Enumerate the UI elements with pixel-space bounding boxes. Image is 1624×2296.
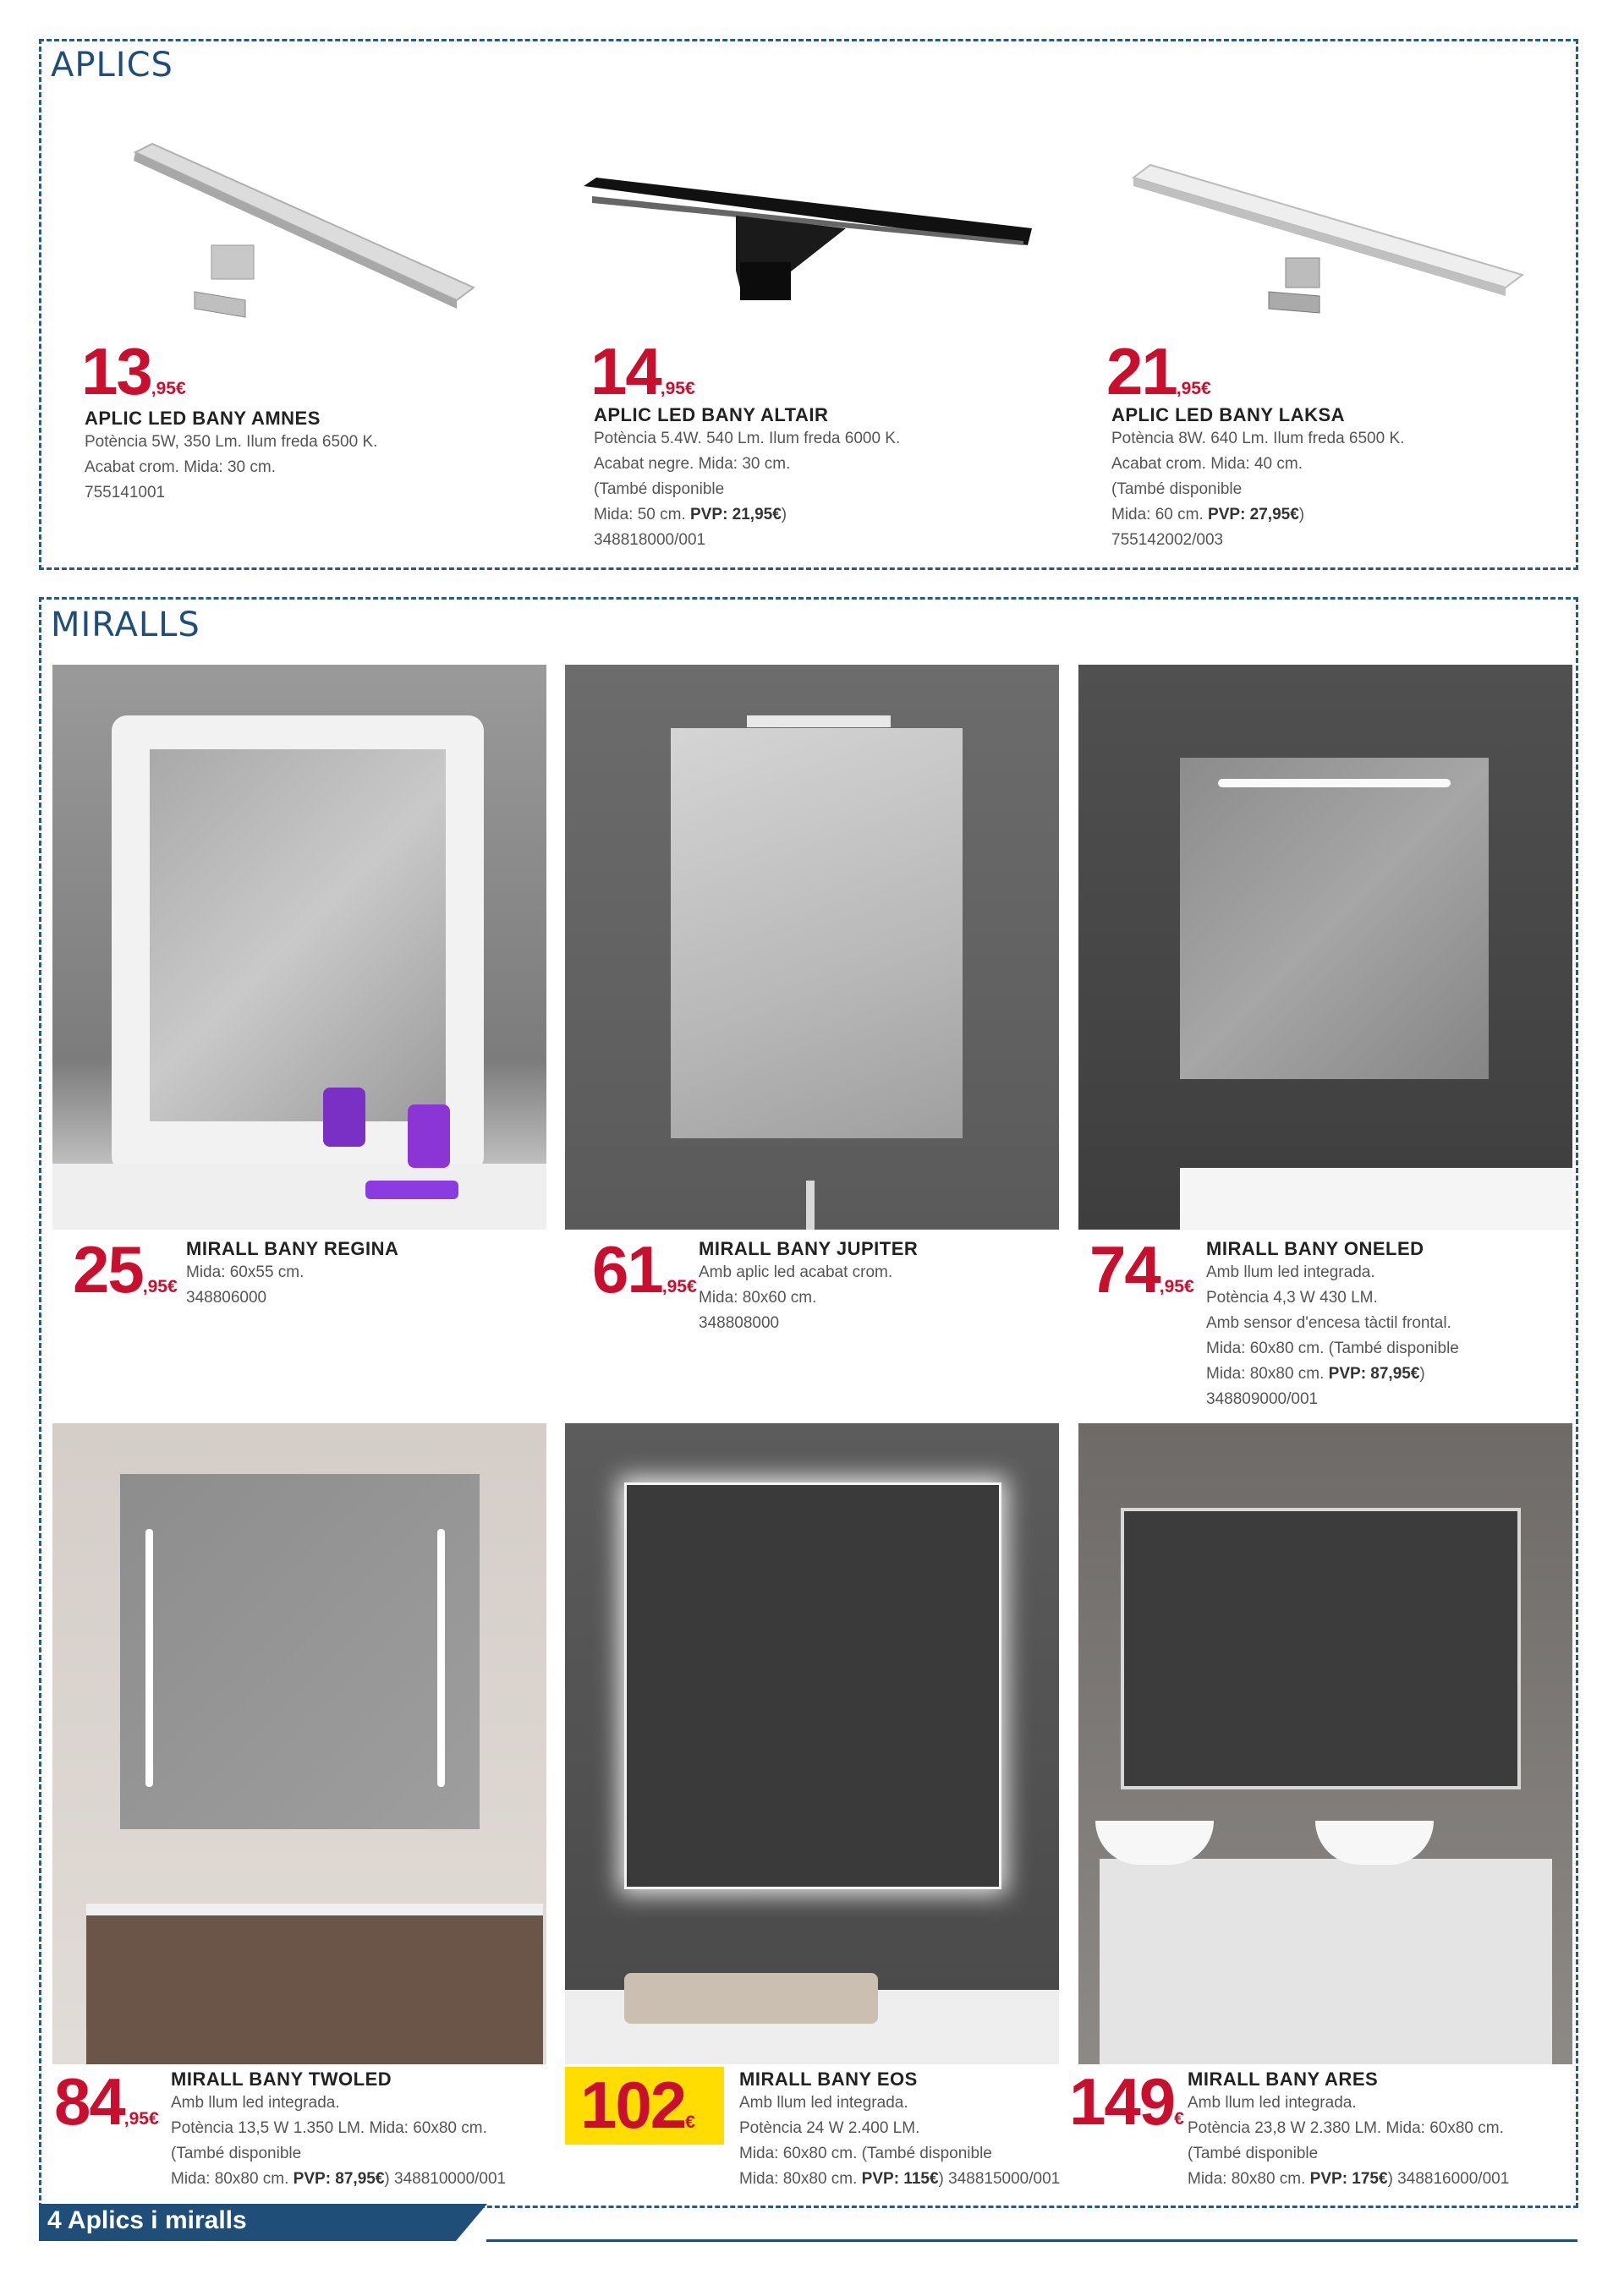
aplics-title: APLICS (51, 46, 173, 85)
mirall-eos-photo (565, 1423, 1059, 2064)
aplic-altair-desc-2: Acabat negre. Mida: 30 cm. (594, 455, 791, 473)
aplic-amnes-image (118, 135, 482, 330)
aplic-laksa-pvp: PVP: 27,95€ (1208, 506, 1299, 523)
aplic-amnes-info (85, 408, 524, 506)
aplic-altair-info (594, 404, 1067, 553)
mirall-ares-info (1188, 2069, 1577, 2192)
mirall-ares-price: 149€ (1069, 2064, 1184, 2139)
mirall-twoled-desc-2: Potència 13,5 W 1.350 LM. Mida: 60x80 cm. (171, 2119, 487, 2137)
mirall-regina-price: 25,95€ (73, 1232, 178, 1307)
mirall-ares-desc-2: Potència 23,8 W 2.380 LM. Mida: 60x80 cm. (1188, 2119, 1504, 2137)
footer-section-name: Aplics i miralls (67, 2206, 247, 2234)
aplic-altair-image (584, 178, 1040, 304)
footer-divider (486, 2239, 1577, 2242)
miralls-title: MIRALLS (51, 606, 200, 644)
mirall-jupiter-desc-2: Mida: 80x60 cm. (699, 1289, 817, 1307)
mirall-oneled-desc-3: Amb sensor d'encesa tàctil frontal. (1206, 1314, 1451, 1332)
mirall-twoled-price: 84,95€ (54, 2064, 159, 2139)
mirall-regina-desc-1: Mida: 60x55 cm. (186, 1263, 304, 1281)
mirall-jupiter-desc-1: Amb aplic led acabat crom. (699, 1263, 893, 1281)
mirall-eos-name: MIRALL BANY EOS (739, 2069, 918, 2090)
aplic-laksa-price: 21,95€ (1106, 334, 1211, 408)
mirall-ares-desc-1: Amb llum led integrada. (1188, 2094, 1357, 2112)
aplic-altair-pvp-line: Mida: 50 cm. PVP: 21,95€) (594, 506, 787, 523)
mirall-oneled-price: 74,95€ (1089, 1232, 1194, 1307)
mirall-oneled-ref: 348809000/001 (1206, 1390, 1319, 1408)
aplic-altair-pvp: PVP: 21,95€ (690, 506, 782, 523)
mirall-eos-desc-1: Amb llum led integrada. (739, 2094, 908, 2112)
mirall-twoled-pvp: PVP: 87,95€ (293, 2170, 385, 2188)
mirall-eos-desc-3: Mida: 60x80 cm. (També disponible (739, 2145, 992, 2162)
aplic-altair-price: 14,95€ (590, 334, 695, 408)
mirall-twoled-photo (52, 1423, 546, 2064)
mirall-regina-name: MIRALL BANY REGINA (186, 1238, 399, 1259)
aplic-laksa-pvp-line: Mida: 60 cm. PVP: 27,95€) (1111, 506, 1305, 523)
mirall-jupiter-ref: 348808000 (699, 1314, 780, 1332)
mirall-twoled-desc-3: (També disponible (171, 2145, 302, 2162)
mirall-oneled-pvp: PVP: 87,95€ (1328, 1365, 1420, 1383)
mirall-ares-pvp: PVP: 175€ (1309, 2170, 1388, 2188)
aplic-altair-name: APLIC LED BANY ALTAIR (594, 404, 829, 425)
aplic-laksa-ref: 755142002/003 (1111, 531, 1224, 549)
mirall-regina-ref: 348806000 (186, 1289, 267, 1307)
aplic-laksa-name: APLIC LED BANY LAKSA (1111, 404, 1346, 425)
aplic-laksa-info (1111, 404, 1568, 553)
aplic-altair-desc-3: (També disponible (594, 480, 725, 498)
mirall-jupiter-name: MIRALL BANY JUPITER (699, 1238, 919, 1259)
aplic-altair-ref: 348818000/001 (594, 531, 706, 549)
mirall-twoled-desc-1: Amb llum led integrada. (171, 2094, 340, 2112)
mirall-oneled-pvp-line: Mida: 80x80 cm. PVP: 87,95€) (1206, 1365, 1425, 1383)
mirall-eos-price: 102€ (580, 2068, 695, 2142)
footer-label (47, 2206, 247, 2235)
aplic-altair-desc-1: Potència 5.4W. 540 Lm. Ilum freda 6000 K. (594, 430, 901, 447)
mirall-oneled-name: MIRALL BANY ONELED (1206, 1238, 1424, 1259)
mirall-oneled-desc-2: Potència 4,3 W 430 LM. (1206, 1289, 1378, 1307)
mirall-regina-info (186, 1238, 541, 1311)
mirall-regina-photo (52, 665, 546, 1230)
mirall-oneled-desc-4: Mida: 60x80 cm. (També disponible (1206, 1340, 1459, 1357)
aplic-amnes-price: 13,95€ (81, 334, 186, 408)
mirall-twoled-pvp-line: Mida: 80x80 cm. PVP: 87,95€) 348810000/001 (171, 2170, 507, 2188)
mirall-oneled-info (1206, 1238, 1578, 1412)
mirall-oneled-desc-1: Amb llum led integrada. (1206, 1263, 1375, 1281)
aplic-amnes-ref: 755141001 (85, 484, 166, 501)
page-number: 4 (47, 2206, 62, 2234)
aplic-laksa-image (1125, 156, 1531, 326)
mirall-jupiter-photo (565, 665, 1059, 1230)
aplic-amnes-desc-1: Potència 5W, 350 Lm. Ilum freda 6500 K. (85, 433, 378, 451)
mirall-eos-info (739, 2069, 1078, 2192)
aplic-laksa-desc-3: (També disponible (1111, 480, 1243, 498)
mirall-jupiter-price: 61,95€ (592, 1232, 697, 1307)
mirall-twoled-name: MIRALL BANY TWOLED (171, 2069, 392, 2090)
aplic-laksa-desc-2: Acabat crom. Mida: 40 cm. (1111, 455, 1303, 473)
mirall-ares-photo (1078, 1423, 1572, 2064)
mirall-jupiter-info (699, 1238, 1054, 1336)
mirall-ares-desc-3: (També disponible (1188, 2145, 1319, 2162)
mirall-ares-pvp-line: Mida: 80x80 cm. PVP: 175€) 348816000/001 (1188, 2170, 1510, 2188)
mirall-eos-pvp-line: Mida: 80x80 cm. PVP: 115€) 348815000/001 (739, 2170, 1061, 2188)
mirall-eos-desc-2: Potència 24 W 2.400 LM. (739, 2119, 920, 2137)
mirall-twoled-info (171, 2069, 560, 2192)
mirall-ares-name: MIRALL BANY ARES (1188, 2069, 1379, 2090)
aplic-amnes-desc-2: Acabat crom. Mida: 30 cm. (85, 458, 276, 476)
mirall-oneled-photo (1078, 665, 1572, 1230)
aplic-laksa-desc-1: Potència 8W. 640 Lm. Ilum freda 6500 K. (1111, 430, 1405, 447)
mirall-eos-pvp: PVP: 115€ (861, 2170, 939, 2188)
aplic-amnes-name: APLIC LED BANY AMNES (85, 408, 321, 429)
